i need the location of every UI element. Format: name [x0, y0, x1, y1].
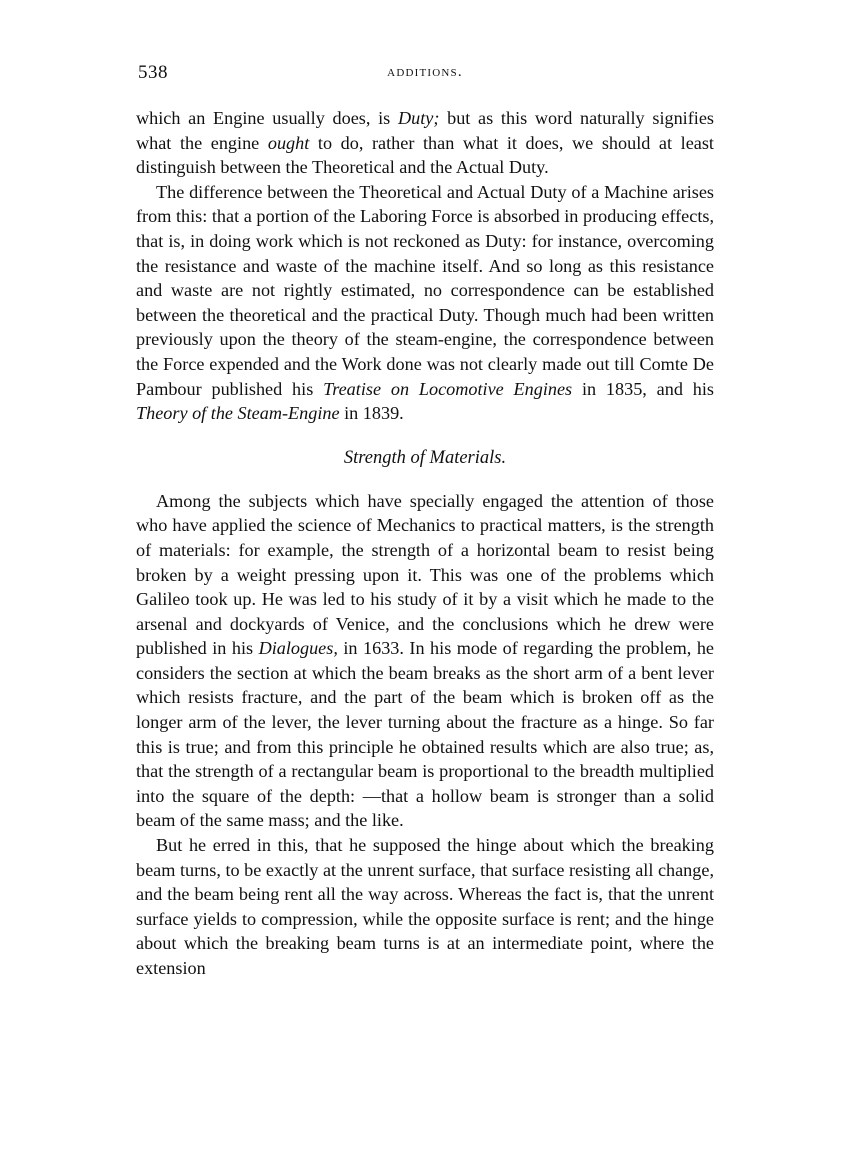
page-header — [136, 62, 714, 92]
text-run: in 1835, and his — [572, 378, 714, 399]
text-run: which an Engine usually does, is — [136, 108, 398, 128]
section-heading: Strength of Materials. — [343, 447, 507, 468]
text-run: The difference between the Theoretical and Actual Duty of a Machine arises from this: that a portion of the Laboring Force is absorbed in producing effects, that is, in doing work which is not reckoned as Duty: for instance, overcoming the resistance and waste of the machine itself. And so long as this resistance and waste are not rightly estimated, no correspondence can be established between the theoretical and the practical Duty. Though much had been written previously upon the theory of the steam-engine, the correspondence between the Force expended and the Work done was not clearly made out till Comte De Pambour published his — [136, 181, 714, 399]
text-run: in 1839. — [339, 403, 404, 424]
italic-book-title: Theory of the Steam-Engine — [136, 403, 340, 424]
paragraph-duty-definition — [136, 106, 714, 180]
text-run: but as this word naturally signifies what the engine — [136, 108, 714, 153]
text-run: But he erred in this, that he supposed the hinge about which the breaking beam turns, to be exactly at the unrent surface, that surface resisting all change, and the beam being rent all the way across. Whereas the fact is, that the unrent surface yields to compression, while the opposite surface is rent; and the hinge about which the breaking beam turns is at an intermediate point, where the extension — [136, 835, 714, 978]
text-run: to do, rather than what it does, we should at least distinguish between the Theoretical and the Actual Duty. — [136, 132, 714, 178]
italic-term-duty: Duty; — [397, 108, 440, 128]
text-run: Among the subjects which have specially engaged the attention of those who have applied the science of Mechanics to practical matters, is the strength of materials: for example, the strength of a horizontal beam to resist being broken by a weight pressing upon it. This was one of the problems which Galileo took up. He was led to his study of it by a visit which he made to the arsenal and dockyards of Venice, and the conclusions which he drew were published in his — [136, 490, 714, 659]
italic-book-title: Dialogues, — [258, 638, 338, 659]
paragraph-galileo-error — [136, 833, 714, 981]
italic-book-title: Treatise on Locomotive Engines — [323, 378, 573, 399]
page-number: 538 — [138, 62, 168, 83]
paragraph-theoretical-actual-duty — [136, 180, 714, 426]
text-run: in 1633. In his mode of regarding the problem, he considers the section at which the beam breaks as the short arm of a bent lever which resists fracture, and the part of the beam which is broken off as the longer arm of the lever, the lever turning about the fracture as a hinge. So far this is true; and from this principle he obtained results which are also true; as, that the strength of a rectangular beam is proportional to the breadth multiplied into the square of the depth: —that a hollow beam is stronger than a solid beam of the same mass; and the like. — [136, 638, 714, 831]
book-page — [136, 62, 714, 981]
italic-term-ought: ought — [267, 132, 310, 153]
running-head: additions. — [387, 64, 463, 80]
paragraph-galileo-strength — [136, 489, 714, 833]
